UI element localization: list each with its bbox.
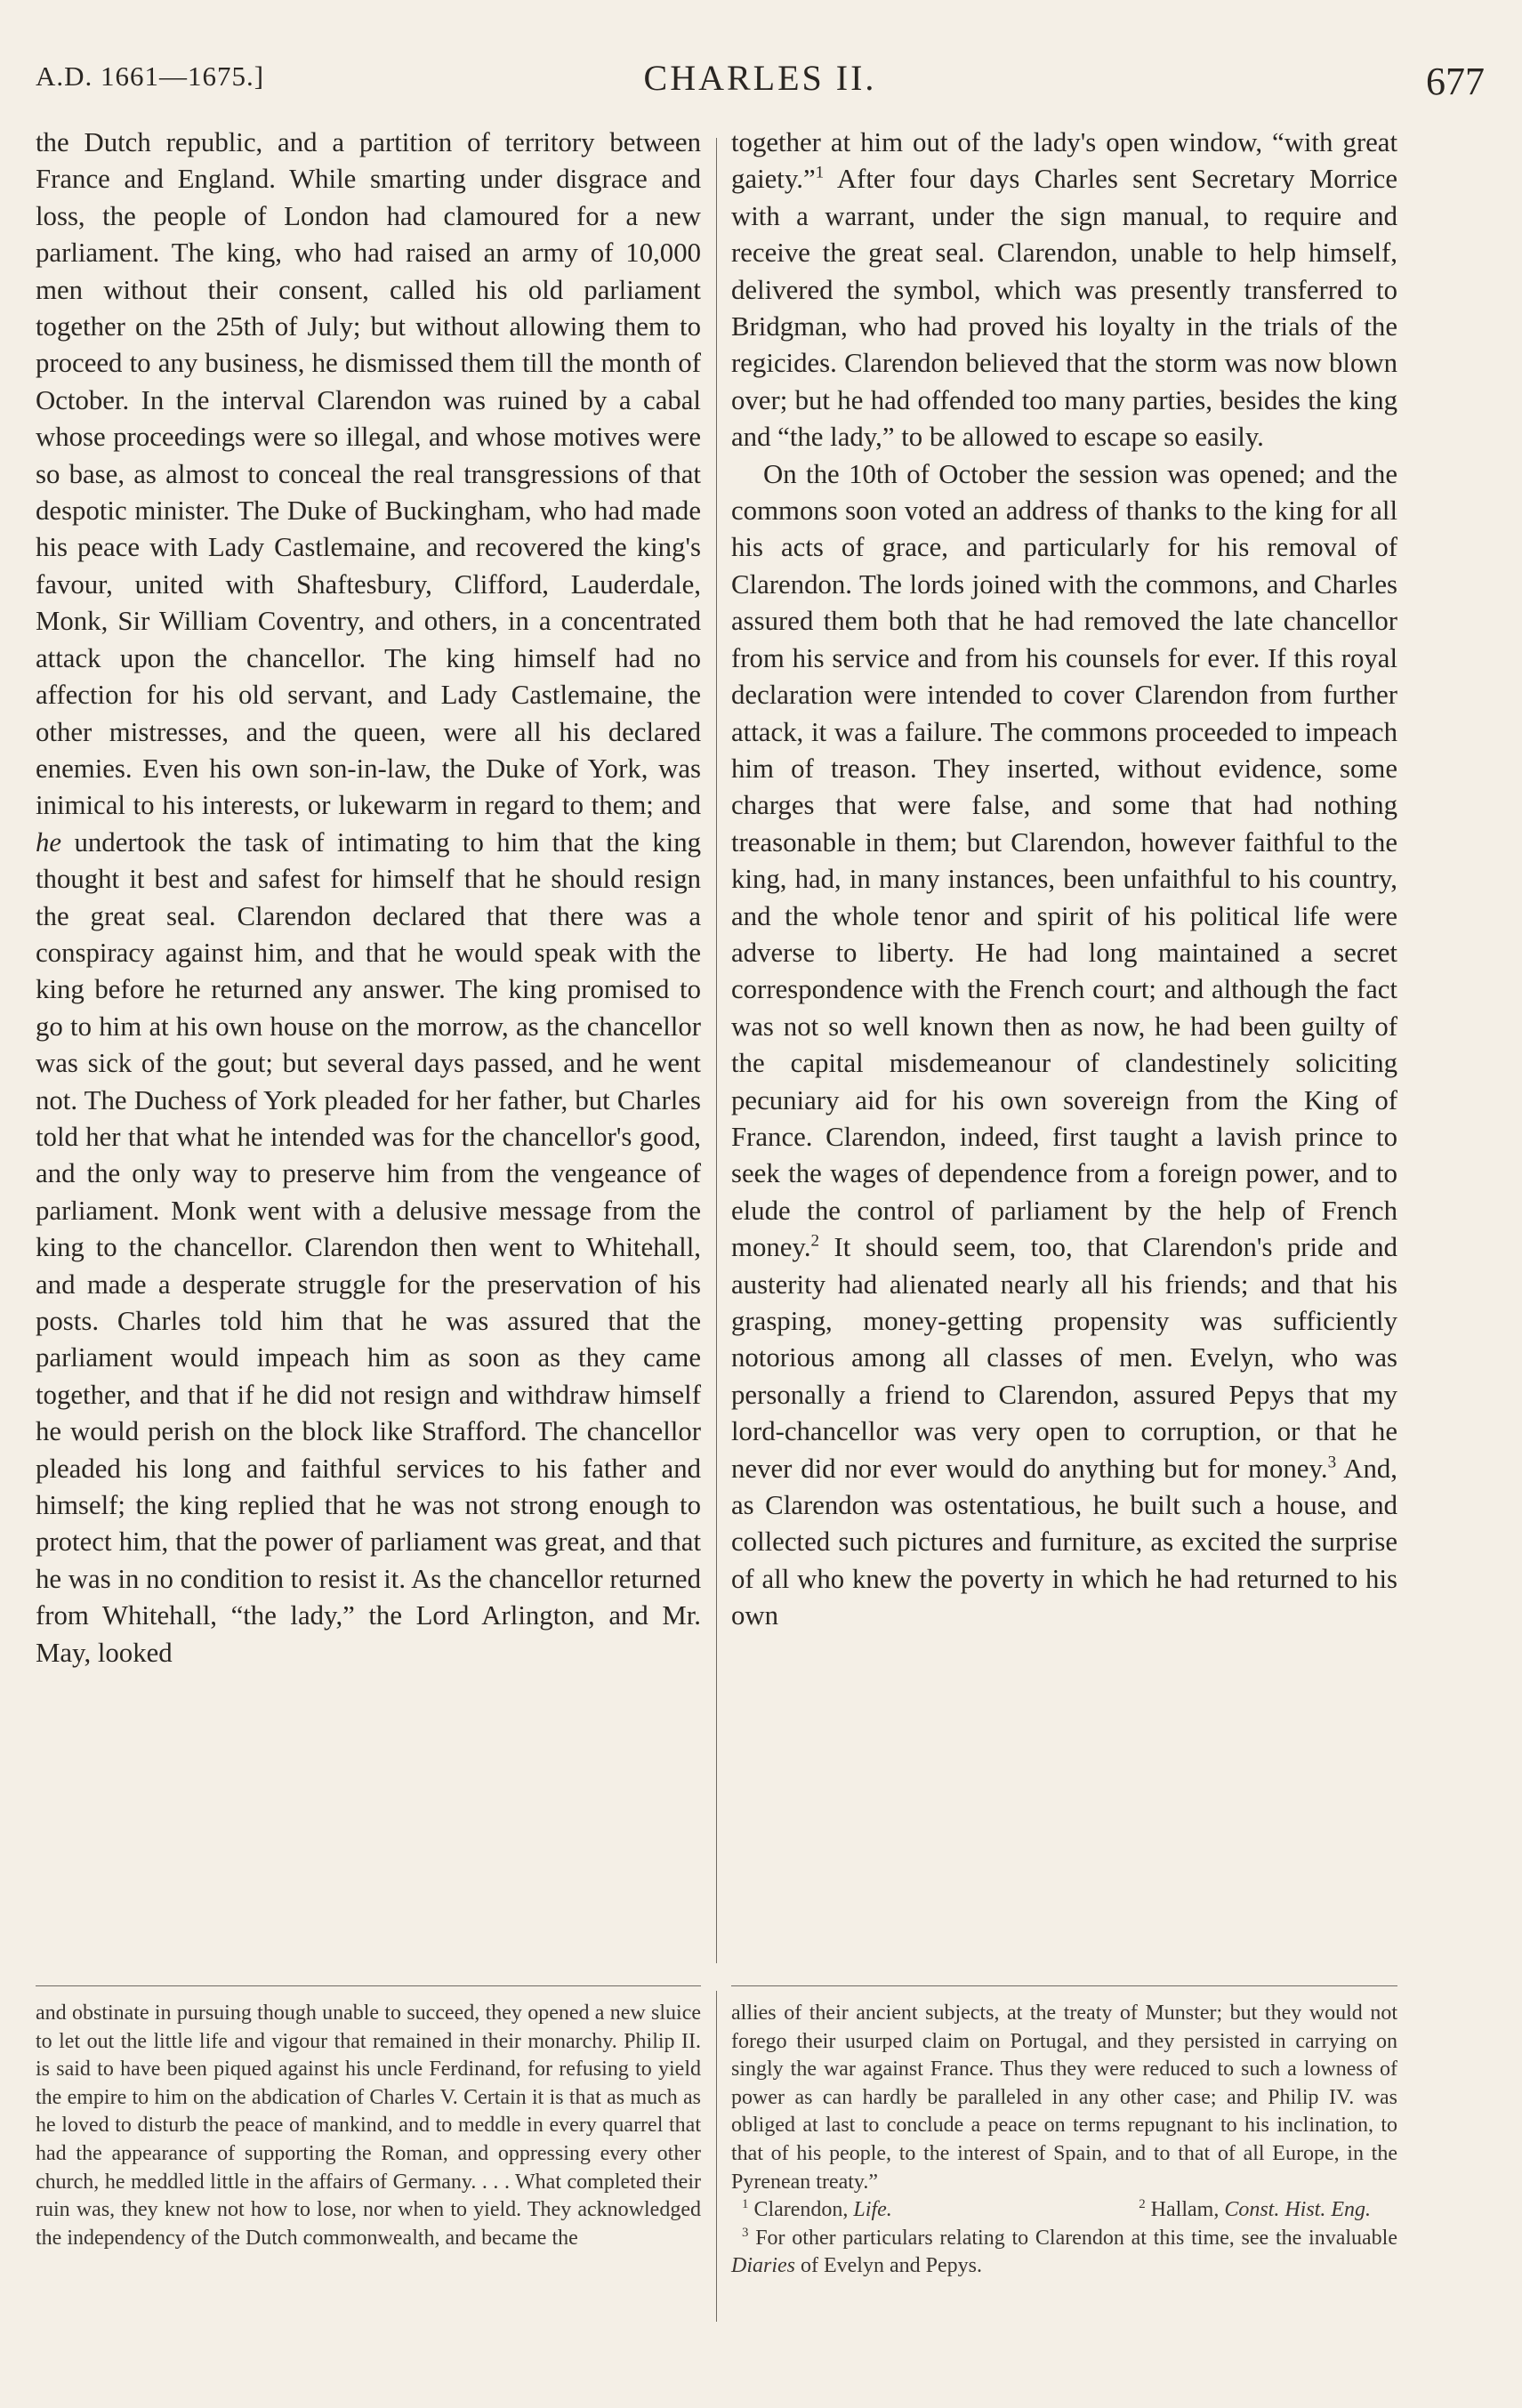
footnote-ref-3: 3	[1327, 1453, 1337, 1472]
footnotes-right	[731, 2000, 1397, 2281]
footnote-1	[742, 2196, 892, 2225]
footnote-3-work: Diaries	[731, 2254, 795, 2278]
footnote-ref-1: 1	[815, 164, 825, 183]
footnote-continuation-right: allies of their ancient subjects, at the treaty of Munster; but they would not forego their usurped claim on Portugal, and they persisted in carrying on singly the war against France. Thus they were reduced to such a lowness of power as can hardly be paralleled in any other case; and Philip IV. was obliged at last to conclude a peace on terms repugnant to his inclination, to that of his people, to the interest of Spain, and to that of all Europe, in the Pyrenean treaty.”	[731, 2001, 1397, 2194]
footnote-3	[731, 2225, 1397, 2281]
left-column	[36, 125, 701, 1671]
footnote-1-text: Clarendon,	[753, 2198, 849, 2222]
right-text-2c: And, as Clarendon was ostentatious, he built such a house, and collected such pictures and furniture, as excited the surprise of all who knew the poverty in which he had returned to his own	[731, 1453, 1398, 1631]
footnote-ref-2: 2	[810, 1231, 820, 1251]
right-text-2b: It should seem, too, that Clarendon's pride and austerity had alienated nearly all his friends; and that his grasping, money-getting propensity was sufficiently notorious among all classes of men. Evelyn, who was personally a friend to Clarendon, assured Pepys that my lord-chancellor was very open to corruption, or that he never did nor ever would do anything but for money.	[731, 1232, 1397, 1484]
footnote-1-number: 1	[742, 2197, 749, 2212]
page-title: CHARLES II.	[643, 58, 877, 98]
right-column	[731, 125, 1397, 1635]
footnote-2-text: Hallam,	[1150, 2198, 1220, 2222]
footnotes-1-2	[731, 2196, 1397, 2225]
footnote-rule-left	[36, 1985, 701, 1986]
running-header	[36, 44, 1485, 107]
footnote-continuation-left: and obstinate in pursuing though unable to succeed, they opened a new sluice to let out the little life and vigour that remained in their monarchy. Philip II. is said to have been piqued against his uncle Ferdinand, for refusing to yield the empire to him on the abdication of Charles V. Certain it is that as much as he loved to disturb the peace of mankind, and to meddle in every quarrel that had the appearance of supporting the Roman, and oppressing every other church, he meddled little in the affairs of Germany. . . . What completed their ruin was, they knew not how to lose, nor when to yield. They acknowledged the independency of the Dutch commonwealth, and became the	[36, 2001, 701, 2250]
footnote-3-text: For other particulars relating to Clarendon at this time, see the invaluable	[755, 2226, 1397, 2250]
date-range: A.D. 1661—1675.]	[36, 60, 265, 92]
footnote-2-work: Const. Hist. Eng.	[1224, 2198, 1371, 2222]
footnote-2	[1139, 2196, 1371, 2225]
footnote-2-number: 2	[1139, 2197, 1146, 2212]
emphasis-he: he	[36, 826, 62, 858]
footnotes-left	[36, 2000, 701, 2252]
footnote-1-work: Life.	[853, 2198, 892, 2222]
left-column-paragraph	[36, 125, 701, 1671]
right-text-2a: On the 10th of October the session was opened; and the commons soon voted an address of thanks to the king for all his acts of grace, and particularly for his removal of Clarendon. The lords joined with the commons, and Charles assured them both that he had removed the late chancellor from his service and from his counsels for ever. If this royal declaration were intended to cover Clarendon from further attack, it was a failure. The commons proceeded to impeach him of treason. They inserted, without evidence, some charges that were false, and some that had nothing treasonable in them; but Clarendon, however faithful to the king, had, in many instances, been unfaithful to his country, and the whole tenor and spirit of his political life were adverse to liberty. He had long maintained a secret correspondence with the French court; and although the fact was not so well known then as now, he had been guilty of the capital misdemeanour of clandestinely soliciting pecuniary aid for his own sovereign from the King of France. Clarendon, indeed, first taught a lavish prince to seek the wages of dependence from a foreign power, and to elude the control of parliament by the help of French money.	[731, 458, 1397, 1263]
left-text-part-1: the Dutch republic, and a partition of territory between France and England. While smarting under disgrace and loss, the people of London had clamoured for a new parliament. The king, who had raised an army of 10,000 men without their consent, called his old parliament together on the 25th of July; but without allowing them to proceed to any business, he dismissed them till the month of October. In the interval Clarendon was ruined by a cabal whose proceedings were so illegal, and whose motives were so base, as almost to conceal the real transgressions of that despotic minister. The Duke of Buckingham, who had made his peace with Lady Castlemaine, and recovered the king's favour, united with Shaftesbury, Clifford, Lauderdale, Monk, Sir William Coventry, and others, in a concentrated attack upon the chancellor. The king himself had no affection for his old servant, and Lady Castlemaine, the other mistresses, and the queen, were all his declared enemies. Even his own son-in-law, the Duke of York, was inimical to his interests, or lukewarm in regard to them; and	[36, 127, 701, 821]
footnote-column-divider	[716, 1991, 717, 2322]
right-paragraph-2	[731, 456, 1397, 1635]
footnote-rule-right	[731, 1985, 1397, 1986]
right-text-1a: together at him out of the lady's open window, “with great gaiety.”	[731, 127, 1397, 195]
right-paragraph-1	[731, 125, 1397, 456]
left-text-part-2: undertook the task of intimating to him that the king thought it best and safest for himself that he should resign the great seal. Clarendon declared that there was a conspiracy against him, and that he would speak with the king before he returned any answer. The king promised to go to him at his own house on the morrow, as the chancellor was sick of the gout; but several days passed, and he went not. The Duchess of York pleaded for her father, but Charles told her that what he intended was for the chancellor's good, and the only way to preserve him from the vengeance of parliament. Monk went with a delusive message from the king to the chancellor. Clarendon then went to Whitehall, and made a desperate struggle for the preservation of his posts. Charles told him that he was assured that the parliament would impeach him as soon as they came together, and that if he did not resign and withdraw himself he would perish on the block like Strafford. The chancellor pleaded his long and faithful services to his father and himself; the king replied that he was not strong enough to protect him, that the power of parliament was great, and that he was in no condition to resist it. As the chancellor returned from Whitehall, “the lady,” the Lord Arlington, and Mr. May, looked	[36, 826, 701, 1668]
column-divider	[716, 138, 717, 1963]
page-number: 677	[1426, 60, 1485, 103]
footnote-3-tail: of Evelyn and Pepys.	[801, 2254, 982, 2278]
footnote-3-number: 3	[742, 2225, 749, 2240]
right-text-1b: After four days Charles sent Secretary Morrice with a warrant, under the sign manual, to require and receive the great seal. Clarendon, unable to help himself, delivered the symbol, which was presently transferred to Bridgman, who had proved his loyalty in the trials of the regicides. Clarendon believed that the storm was now blown over; but he had offended too many parties, besides the king and “the lady,” to be allowed to escape so easily.	[731, 164, 1398, 453]
